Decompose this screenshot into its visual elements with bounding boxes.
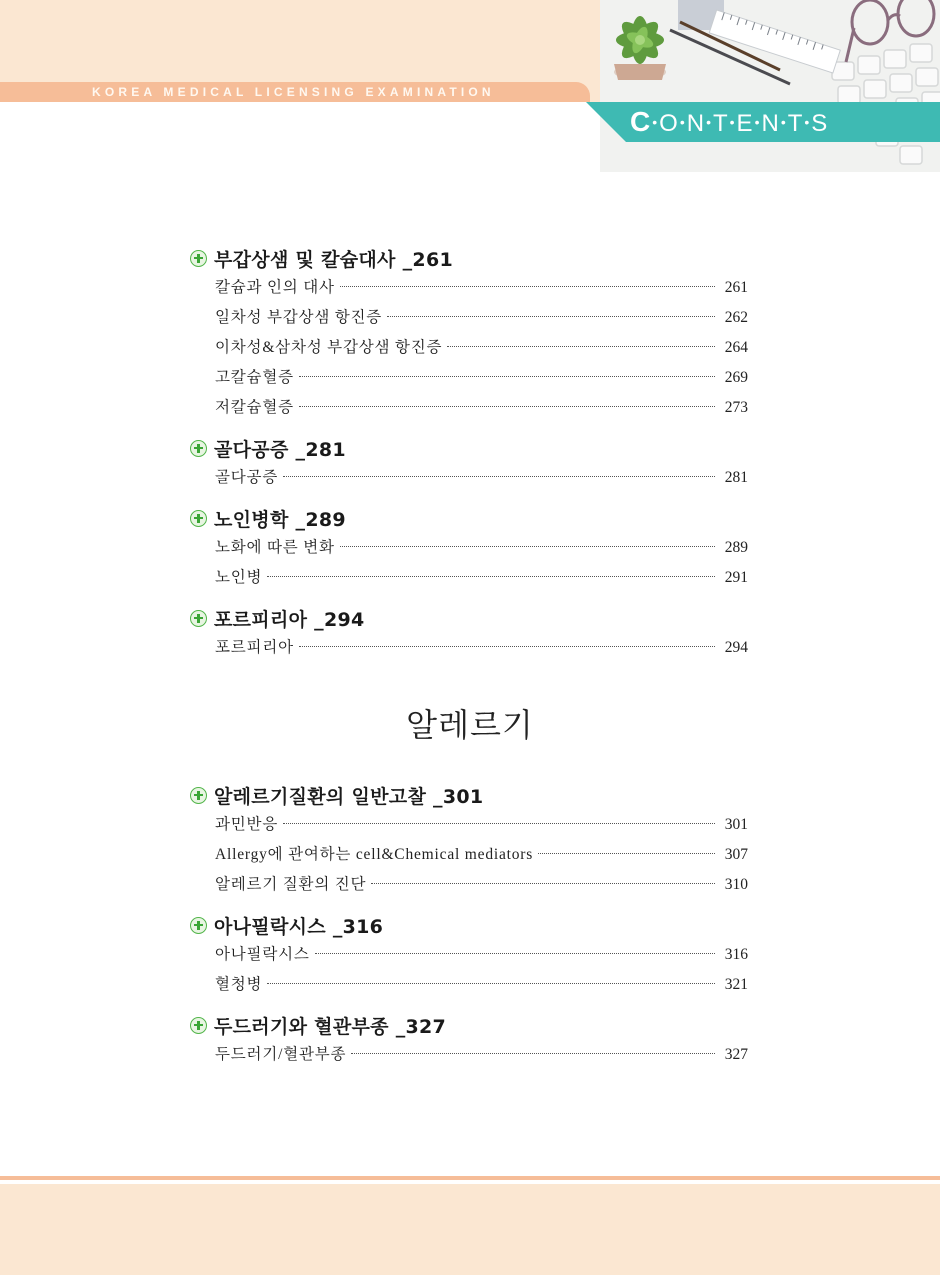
- dot-leader: [283, 476, 715, 477]
- toc-section-heading[interactable]: [190, 910, 750, 940]
- spacer: [190, 493, 750, 503]
- footer-divider: [0, 1176, 940, 1180]
- section-title: 아나필락시스 _316: [214, 915, 384, 938]
- dot-separator: •: [754, 114, 760, 130]
- toc-entry[interactable]: [190, 363, 750, 393]
- contents-letter: C: [630, 106, 651, 137]
- contents-letter: N: [761, 110, 779, 137]
- dot-leader: [447, 346, 715, 347]
- entry-page: 294: [724, 639, 748, 656]
- toc-part-1: [190, 243, 750, 663]
- toc-section-heading[interactable]: [190, 780, 750, 810]
- entry-label: 칼슘과 인의 대사: [215, 279, 335, 296]
- section-title: 포르피리아 _294: [214, 608, 365, 631]
- dot-leader: [315, 953, 715, 954]
- dot-leader: [340, 286, 715, 287]
- contents-letter: T: [787, 110, 803, 137]
- entry-label: 알레르기 질환의 진단: [215, 876, 367, 893]
- exam-label: KOREA MEDICAL LICENSING EXAMINATION: [92, 85, 495, 99]
- contents-letter: T: [712, 110, 728, 137]
- entry-page: 310: [724, 876, 748, 893]
- entry-page: 289: [724, 539, 748, 556]
- dot-separator: •: [679, 114, 685, 130]
- dot-leader: [267, 576, 715, 577]
- dot-leader: [299, 646, 715, 647]
- dot-leader: [299, 376, 715, 377]
- entry-label: 아나필락시스: [215, 946, 310, 963]
- dot-leader: [340, 546, 715, 547]
- header-desk-photo: [600, 0, 940, 172]
- entry-label: Allergy에 관여하는 cell&Chemical mediators: [215, 846, 534, 863]
- plus-circle-icon: [190, 250, 207, 267]
- dot-separator: •: [780, 114, 786, 130]
- contents-letter: N: [686, 110, 705, 137]
- part-title: 알레르기: [406, 706, 534, 744]
- plus-circle-icon: [190, 917, 207, 934]
- dot-leader: [299, 406, 715, 407]
- entry-label: 두드러기/혈관부종: [215, 1046, 347, 1063]
- dot-separator: •: [706, 114, 711, 130]
- toc-entry[interactable]: [190, 1040, 750, 1070]
- section-title: 골다공증 _281: [214, 438, 346, 461]
- entry-label: 고칼슘혈증: [215, 369, 294, 386]
- dot-separator: •: [729, 114, 735, 130]
- toc-entry[interactable]: [190, 533, 750, 563]
- spacer: [190, 1000, 750, 1010]
- contents-letter: E: [736, 110, 753, 137]
- toc-entry[interactable]: [190, 393, 750, 423]
- spacer: [190, 423, 750, 433]
- toc-entry[interactable]: [190, 940, 750, 970]
- dot-leader: [351, 1053, 715, 1054]
- plus-circle-icon: [190, 440, 207, 457]
- section-title: 두드러기와 혈관부종 _327: [214, 1015, 447, 1038]
- plus-circle-icon: [190, 510, 207, 527]
- dot-leader: [371, 883, 715, 884]
- dot-separator: •: [804, 114, 810, 130]
- entry-label: 이차성&삼차성 부갑상샘 항진증: [215, 339, 443, 356]
- entry-page: 261: [724, 279, 748, 296]
- contents-letter: S: [811, 110, 828, 137]
- dot-leader: [283, 823, 715, 824]
- toc-entry[interactable]: [190, 970, 750, 1000]
- entry-page: 307: [724, 846, 748, 863]
- dot-leader: [267, 983, 715, 984]
- entry-label: 일차성 부갑상샘 항진증: [215, 309, 383, 326]
- entry-label: 과민반응: [215, 816, 279, 833]
- contents-title: [630, 104, 827, 140]
- section-title: 부갑상샘 및 칼슘대사 _261: [214, 248, 453, 271]
- toc-section-heading[interactable]: [190, 243, 750, 273]
- entry-page: 316: [724, 946, 748, 963]
- toc-entry[interactable]: [190, 463, 750, 493]
- entry-page: 269: [724, 369, 748, 386]
- entry-label: 혈청병: [215, 976, 263, 993]
- toc-section-heading[interactable]: [190, 503, 750, 533]
- toc-section-heading[interactable]: [190, 433, 750, 463]
- dot-separator: •: [652, 114, 658, 130]
- contents-letter: O: [659, 110, 678, 137]
- dot-leader: [387, 316, 715, 317]
- entry-label: 저칼슘혈증: [215, 399, 294, 416]
- footer-background: [0, 1184, 940, 1275]
- entry-page: 327: [724, 1046, 748, 1063]
- toc-entry[interactable]: [190, 303, 750, 333]
- entry-page: 264: [724, 339, 748, 356]
- entry-label: 골다공증: [215, 469, 279, 486]
- entry-page: 301: [724, 816, 748, 833]
- toc-part-2: [190, 780, 750, 1070]
- dot-leader: [538, 853, 715, 854]
- entry-page: 281: [724, 469, 748, 486]
- toc-entry[interactable]: [190, 333, 750, 363]
- toc-section-heading[interactable]: [190, 603, 750, 633]
- toc-entry[interactable]: [190, 563, 750, 593]
- section-title: 노인병학 _289: [214, 508, 346, 531]
- toc-entry[interactable]: [190, 870, 750, 900]
- entry-page: 262: [724, 309, 748, 326]
- toc-entry[interactable]: [190, 810, 750, 840]
- entry-label: 포르피리아: [215, 639, 294, 656]
- toc-entry[interactable]: [190, 840, 750, 870]
- entry-page: 321: [724, 976, 748, 993]
- plus-circle-icon: [190, 1017, 207, 1034]
- entry-label: 노인병: [215, 569, 263, 586]
- plus-circle-icon: [190, 787, 207, 804]
- entry-page: 273: [724, 399, 748, 416]
- toc-entry[interactable]: [190, 633, 750, 663]
- section-title: 알레르기질환의 일반고찰 _301: [214, 785, 484, 808]
- toc-entry[interactable]: [190, 273, 750, 303]
- plus-circle-icon: [190, 610, 207, 627]
- entry-page: 291: [724, 569, 748, 586]
- entry-label: 노화에 따른 변화: [215, 539, 335, 556]
- toc-section-heading[interactable]: [190, 1010, 750, 1040]
- spacer: [190, 900, 750, 910]
- spacer: [190, 593, 750, 603]
